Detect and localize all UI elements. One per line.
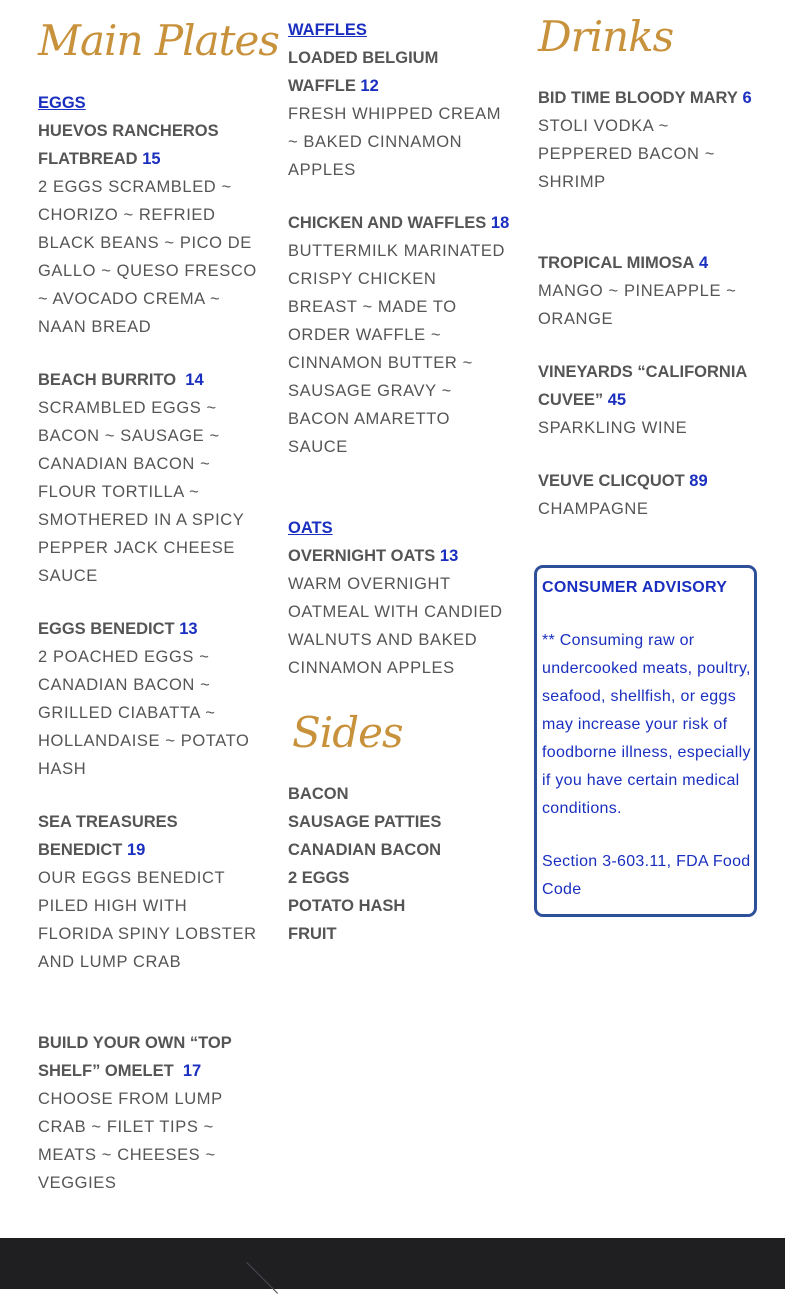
menu-item [38,366,260,590]
item-description: STOLI VODKA ~ PEPPERED BACON ~ SHRIMP [538,117,715,191]
item-description: SCRAMBLED EGGS ~ BACON ~ SAUSAGE ~ CANADIAN BACON ~ FLOUR TORTILLA ~ SMOTHERED IN A SPICY PEPPER JACK CHEESE SAUCE [38,399,245,585]
item-name: BUILD YOUR OWN “TOP SHELF” OMELET [38,1034,232,1080]
item-description: CHAMPAGNE [538,500,649,518]
menu-item [288,44,510,184]
item-description: MANGO ~ PINEAPPLE ~ ORANGE [538,282,737,328]
item-name: HUEVOS RANCHEROS FLATBREAD [38,122,219,168]
menu-item [538,249,752,333]
item-description: 2 POACHED EGGS ~ CANADIAN BACON ~ GRILLED CIABATTA ~ HOLLANDAISE ~ POTATO HASH [38,648,250,778]
sides-list [288,780,510,948]
item-price: 13 [439,547,459,565]
item-price: 14 [185,371,204,389]
side-item: 2 EGGS [288,869,350,887]
item-description: SPARKLING WINE [538,419,688,437]
drinks-heading: Drinks [538,12,674,61]
side-item: POTATO HASH [288,897,406,915]
item-name: BEACH BURRITO [38,371,177,389]
advisory-body: ** Consuming raw or undercooked meats, poultry, seafood, shellfish, or eggs may increase your risk of foodborne illness, especially if you have certain medical conditions. [542,632,751,817]
item-price: 18 [490,214,510,232]
sides-heading: Sides [292,708,403,757]
item-name: LOADED BELGIUM WAFFLE [288,49,439,95]
item-name: VEUVE CLICQUOT [538,472,685,490]
item-price: 6 [742,89,752,107]
item-name: VINEYARDS “CALIFORNIA CUVEE” [538,363,747,409]
item-price: 45 [607,391,627,409]
item-name: TROPICAL MIMOSA [538,254,695,272]
item-price: 89 [689,472,708,490]
side-item: SAUSAGE PATTIES [288,813,442,831]
side-item: BACON [288,785,349,803]
item-description: FRESH WHIPPED CREAM ~ BAKED CINNAMON APPLES [288,105,502,179]
consumer-advisory-box [534,565,757,917]
item-name: EGGS BENEDICT [38,620,175,638]
item-price: 13 [179,620,198,638]
menu-item [538,467,752,523]
menu-item [288,542,510,682]
item-price: 15 [142,150,161,168]
footer-divider-line [246,1262,278,1294]
item-name: CHICKEN AND WAFFLES [288,214,487,232]
advisory-source: Section 3-603.11, FDA Food Code [542,853,751,898]
eggs-category-link[interactable]: EGGS [38,94,86,112]
advisory-title: CONSUMER ADVISORY [542,579,728,596]
menu-item [38,1029,260,1197]
menu-item [38,808,260,976]
item-name: SEA TREASURES BENEDICT [38,813,178,859]
page-footer [0,1238,785,1289]
main-plates-heading: Main Plates [38,16,279,65]
item-price: 12 [360,77,379,95]
menu-item [538,84,752,196]
side-item: CANADIAN BACON [288,841,442,859]
oats-category-link[interactable]: OATS [288,519,333,537]
item-name: OVERNIGHT OATS [288,547,436,565]
side-item: FRUIT [288,925,337,943]
item-price: 17 [182,1062,202,1080]
item-description: CHOOSE FROM LUMP CRAB ~ FILET TIPS ~ MEATS ~ CHEESES ~ VEGGIES [38,1090,223,1192]
item-name: BID TIME BLOODY MARY [538,89,738,107]
menu-item [538,358,752,442]
item-description: OUR EGGS BENEDICT PILED HIGH WITH FLORIDA SPINY LOBSTER AND LUMP CRAB [38,869,257,971]
menu-item [38,117,260,341]
item-description: 2 EGGS SCRAMBLED ~ CHORIZO ~ REFRIED BLACK BEANS ~ PICO DE GALLO ~ QUESO FRESCO ~ AVOCADO CREMA ~ NAAN BREAD [38,178,257,336]
item-price: 19 [126,841,146,859]
menu-item [288,209,510,461]
item-description: BUTTERMILK MARINATED CRISPY CHICKEN BREAST ~ MADE TO ORDER WAFFLE ~ CINNAMON BUTTER ~ SAUSAGE GRAVY ~ BACON AMARETTO SAUCE [288,242,506,456]
item-description: WARM OVERNIGHT OATMEAL WITH CANDIED WALNUTS AND BAKED CINNAMON APPLES [288,575,503,677]
menu-item [38,615,260,783]
waffles-category-link[interactable]: WAFFLES [288,21,367,39]
item-price: 4 [699,254,709,272]
